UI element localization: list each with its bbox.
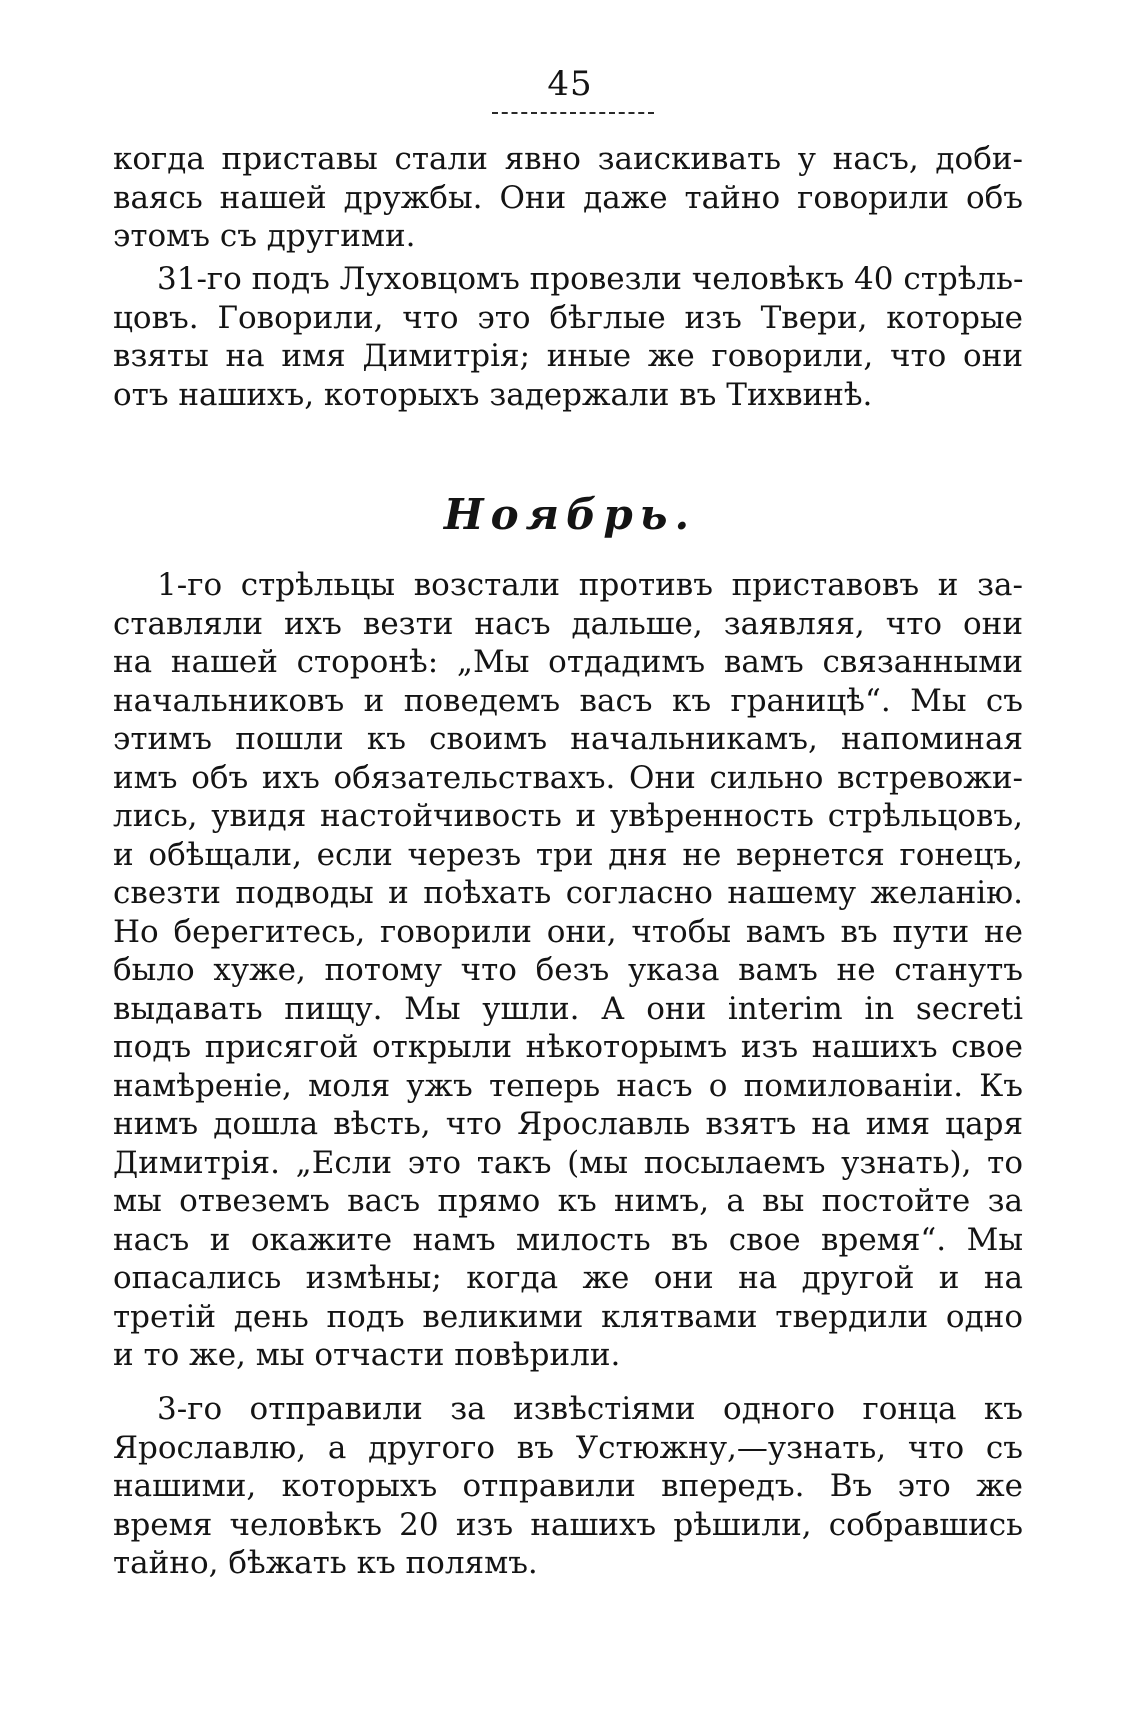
paragraph-1st [113,566,1023,1375]
text-line: взяты на имя Димитрія; иные же говорили, что они [113,338,1023,374]
text-line: мы отвеземъ васъ прямо къ нимъ, а вы постойте за [113,1183,1023,1219]
text-line: ставляли ихъ везти насъ дальше, заявляя, что они [113,605,1023,642]
text-line: этомъ съ другими. [113,218,416,254]
paragraph-31st [113,260,1023,414]
text-line: 31-го подъ Луховцомъ провезли человѣкъ 40 стрѣль- [157,261,1023,297]
text-line: насъ и окажите намъ милость въ свое время“. Мы [113,1221,1023,1258]
text-line: третій день подъ великими клятвами твердили одно [113,1298,1023,1335]
text-line: лись, увидя настойчивость и увѣренность стрѣльцовъ, [113,798,1023,834]
text-line: 3-го отправили за извѣстіями одного гонца къ [157,1391,1023,1427]
text-line: ваясь нашей дружбы. Они даже тайно говорили объ [113,179,1023,216]
page-number: 45 [547,64,593,104]
text-line: на нашей сторонѣ: „Мы отдадимъ вамъ связанными [113,644,1023,680]
page-number-rule [492,112,654,114]
text-line: начальниковъ и поведемъ васъ къ границѣ“. Мы съ [113,682,1023,719]
paragraph-continuation [113,140,1023,256]
text-line: нимъ дошла вѣсть, что Ярославль взятъ на имя царя [113,1106,1023,1142]
text-line: Но берегитесь, говорили они, чтобы вамъ въ пути не [113,913,1023,950]
text-line: цовъ. Говорили, что это бѣглые изъ Твери, которые [113,299,1023,336]
paragraph-3rd [113,1390,1023,1583]
text-line: Ярославлю, а другого въ Устюжну,—узнать, что съ [113,1429,1023,1466]
text-line: и обѣщали, если черезъ три дня не вернется гонецъ, [113,836,1023,873]
text-line: когда приставы стали явно заискивать у насъ, доби- [113,141,1023,177]
text-line: тайно, бѣжать къ полямъ. [113,1545,538,1581]
text-line: намѣреніе, моля ужъ теперь насъ о помилованіи. Къ [113,1067,1023,1104]
text-line: выдавать пищу. Мы ушли. А они interim in secreti [113,990,1023,1027]
text-line: Димитрія. „Если это такъ (мы посылаемъ узнать), то [113,1144,1023,1181]
text-line: 1-го стрѣльцы возстали противъ приставовъ и за- [157,567,1023,603]
text-line: подъ присягой открыли нѣкоторымъ изъ нашихъ свое [113,1029,1023,1065]
text-line: отъ нашихъ, которыхъ задержали въ Тихвинѣ. [113,376,873,413]
text-line: свезти подводы и поѣхать согласно нашему желанію. [113,875,1023,911]
text-line: время человѣкъ 20 изъ нашихъ рѣшили, собравшись [113,1506,1023,1543]
text-line: имъ объ ихъ обязательствахъ. Они сильно встревожи- [113,759,1023,796]
text-line: нашими, которыхъ отправили впередъ. Въ это же [113,1468,1023,1504]
text-line: опасались измѣны; когда же они на другой и на [113,1260,1023,1296]
text-line: этимъ пошли къ своимъ начальникамъ, напоминая [113,721,1023,757]
text-line: и то же, мы отчасти повѣрили. [113,1337,621,1373]
section-heading: Ноябрь. [443,490,697,539]
text-line: было хуже, потому что безъ указа вамъ не станутъ [113,952,1023,988]
